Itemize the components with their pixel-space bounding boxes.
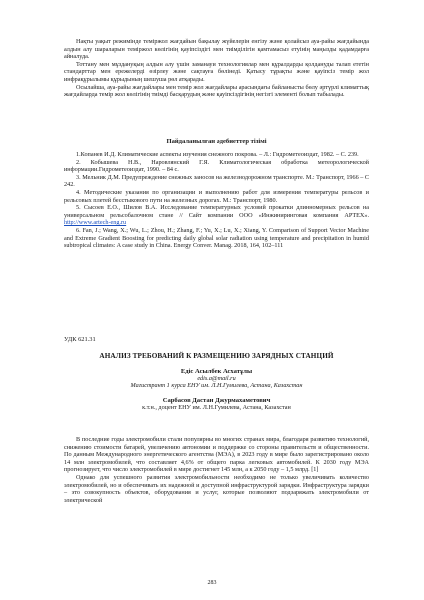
article-body	[64, 436, 369, 504]
udk-code: УДК 621.31	[64, 336, 96, 343]
author-2-name: Сарбасов Дастан Джурмахаметович	[162, 397, 271, 404]
reference-item-5-text: 5. Сысоев Е.О., Шилов В.А. Исследование температурных условий прокатки длинномерных рельсов на универсальном рельсобалочном стане // Сайт компании ООО «Инжиниринговая компания АРТЕХ».	[64, 204, 369, 219]
reference-item-2: 2. Кобышева Н.В., Наровлянский Г.Я. Климатологическая обработка метеорологической информации.Гидрометеоиздат, 1990. – 84 с.	[64, 158, 369, 174]
reference-item-5	[64, 204, 369, 227]
references-section	[64, 138, 369, 250]
intro-paragraph-1: Нақты уақыт режимінде теміржол жағдайын бақылау жүйелерін енгізу және қолайсыз ауа-райы жағдайында алдын алу шараларын теміржол көлігінің қауіпсіздігі мен тиімділігін қамтамасыз етуінің маңызды қадамдарға айналуда.	[64, 38, 369, 61]
references-title: Пайдаланылған әдебиеттер тізімі	[166, 138, 267, 145]
intro-section	[64, 38, 369, 99]
article-paragraph-2: Однако для успешного развития электромобильности необходимо не только увеличивать количество электромобилей, но и обеспечивать их надежной и доступной инфраструктурой зарядки. Инфраструктура зарядки – это совокупность объектов, оборудования и услуг, которые позволяют подзаряжать электромобили от электрической	[64, 473, 369, 504]
intro-paragraph-2: Тоттану мен мұздануқың алдын алу үшін заманауи технологиялар мен құралдарды қолдануды талап ететін стандарттар мен ережелерді өзірлеу және сақтауға бөлінеді. Қатысу тұрақты және қауіпсіз темір жол инфрақұрылымы құрыдының шешуша рөл атқарады.	[64, 60, 369, 83]
reference-item-3: 3. Мельник Д.М. Предупреждение снежных заносов на железнодорожном транспорте. М.: Транспорт, 1966 – С 242.	[64, 173, 370, 189]
article-title: АНАЛИЗ ТРЕБОВАНИЙ К РАЗМЕЩЕНИЮ ЗАРЯДНЫХ СТАНЦИЙ	[99, 352, 334, 360]
author-1-name: Едіс Асылбек Асхатұлы	[180, 368, 253, 375]
author-1-email[interactable]: edis.a@mail.ru	[197, 375, 236, 382]
reference-5-link[interactable]: http://www.artech-eng.ru	[64, 219, 127, 227]
reference-item-4: 4. Методические указания по организации и выполнению работ для измерения температуры рельсов и рельсовых плетей бесстыкового пути на железных дорогах. М.: Транспорт, 1980.	[64, 188, 369, 204]
author-1-affiliation: Магистрант 1 курса ЕНУ им. Л.Н.Гумилева, Астана, Казахстан	[130, 382, 303, 389]
author-2-affiliation: к.т.н., доцент ЕНУ им. Л.Н.Гумилева, Астана, Казахстан	[142, 404, 291, 411]
page-number: 283	[207, 580, 217, 586]
article-paragraph-1: В последние годы электромобили стали популярны во многих странах мира, благодаря развитию технологий, снижению стоимости батарей, увеличению автономии и поддержке со стороны правительств и общественности. По данным Международного энергетического агентства (МЭА), в 2023 году в мире было зарегистрировано около 14 млн электромобилей, что составляет 4,6% от общего парка легковых автомобилей. К 2030 году МЭА прогнозирует, что число электромобилей в мире достигнет 145 млн, а к 2050 году – 1,5 млрд. [1]	[64, 436, 369, 474]
reference-item-1: 1.Копанев И.Д. Климатические аспекты изучения снежного покрова. – Л.: Гидрометеоиздат, 1982. – С. 239.	[76, 151, 359, 158]
udk-line	[64, 336, 369, 344]
intro-paragraph-3: Осылайша, ауа-райы жағдайлары мен темір жол жағдайлары арасындағы байланысты бөлу әртүрлі климаттық жағдайларда темір жол көлігінің тиімді басқарудың және қауіпсіздігінің негізгі элементі болып табылады.	[64, 83, 369, 99]
reference-item-6: 6. Fan, J.; Wang, X.; Wu, L.; Zhou, H.; Zhang, F.; Yu, X.; Lu, X.; Xiang, Y. Comparison of Support Vector Machine and Extreme Gradient Boosting for predicting daily global solar radiation using temperature and precipitation in humid subtropical climates: A case study in China. Energy Conver. Manag. 2018, 164, 102–111	[64, 226, 369, 250]
article-header	[64, 352, 369, 411]
